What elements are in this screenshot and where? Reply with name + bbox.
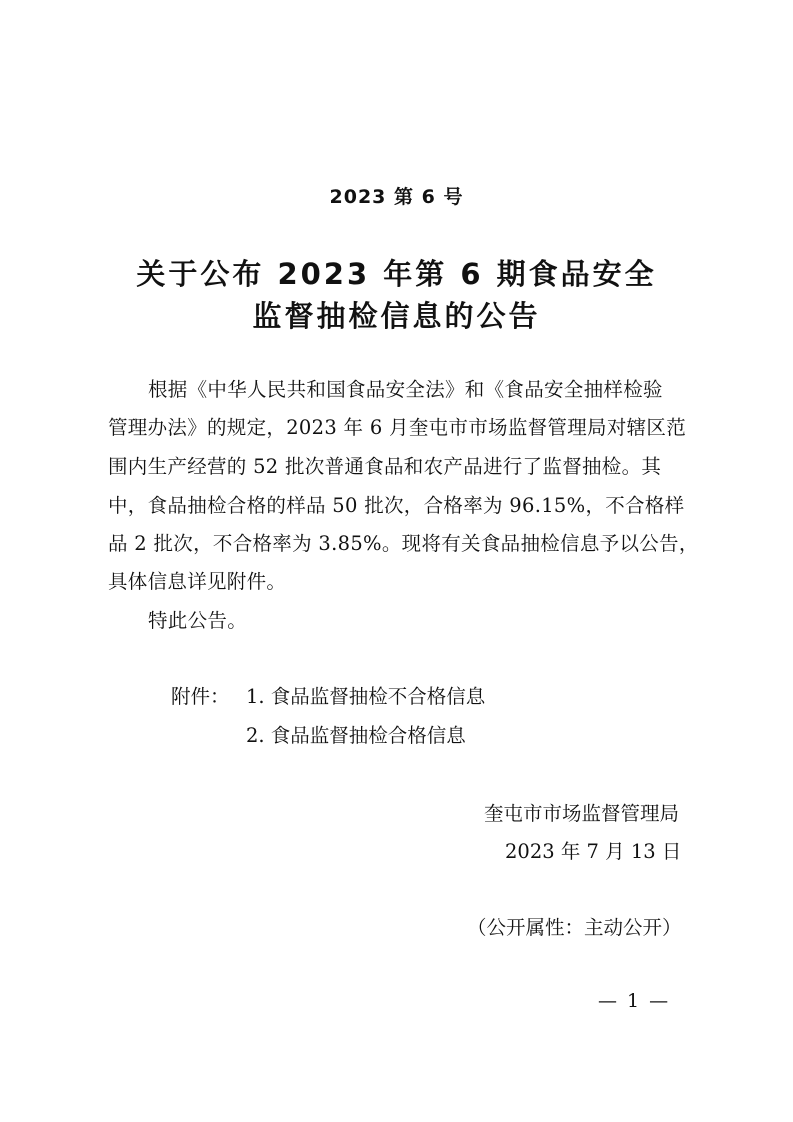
issue-date: 2023 年 7 月 13 日 <box>505 840 682 863</box>
attachments-label: 附件： <box>171 685 230 708</box>
issuer-name: 奎屯市市场监督管理局 <box>484 802 680 825</box>
closing-statement: 特此公告。 <box>148 609 248 632</box>
page-number: — 1 — <box>598 990 671 1012</box>
document-number: 2023 第 6 号 <box>329 186 464 208</box>
body-line-5: 品 2 批次，不合格率为 3.85%。现将有关食品抽检信息予以公告， <box>108 532 699 555</box>
body-line-1: 根据《中华人民共和国食品安全法》和《食品安全抽样检验 <box>148 378 663 401</box>
body-line-6: 具体信息详见附件。 <box>108 570 287 593</box>
title-line-2: 监督抽检信息的公告 <box>252 299 541 333</box>
disclosure-attribute: （公开属性：主动公开） <box>467 916 682 939</box>
attachment-item-1: 1. 食品监督抽检不合格信息 <box>246 685 486 708</box>
title-line-1: 关于公布 2023 年第 6 期食品安全 <box>136 257 657 291</box>
body-line-3: 围内生产经营的 52 批次普通食品和农产品进行了监督抽检。其 <box>108 455 662 478</box>
body-line-4: 中，食品抽检合格的样品 50 批次，合格率为 96.15%，不合格样 <box>108 494 685 517</box>
attachment-item-2: 2. 食品监督抽检合格信息 <box>246 724 466 747</box>
body-line-2: 管理办法》的规定，2023 年 6 月奎屯市市场监督管理局对辖区范 <box>108 416 687 439</box>
